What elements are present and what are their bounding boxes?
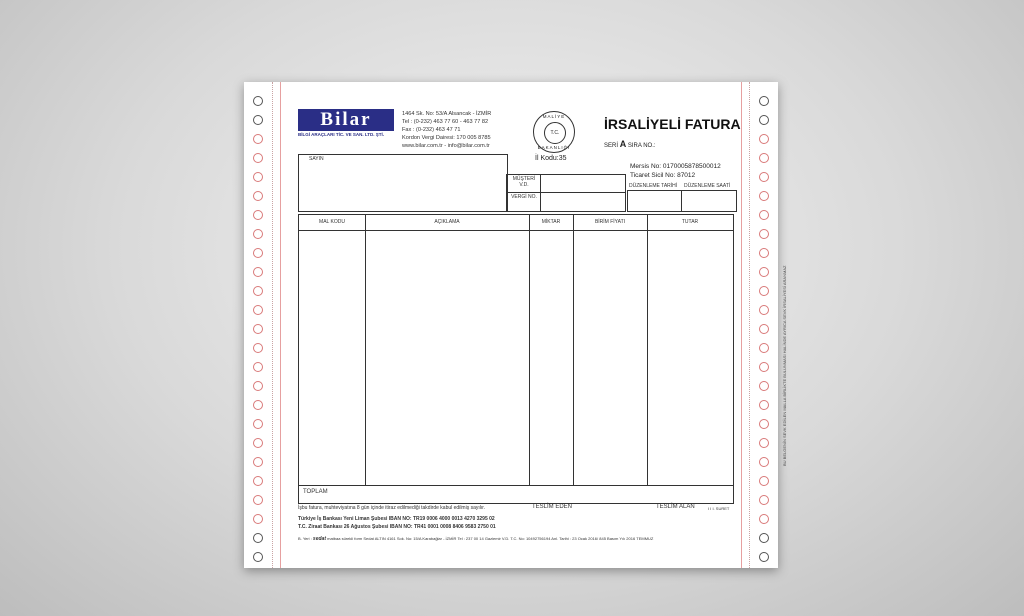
invoice-form	[244, 82, 787, 568]
column-divider	[647, 215, 648, 485]
feed-hole-icon	[253, 191, 263, 201]
feed-hole-icon	[759, 305, 769, 315]
tax-info-box	[506, 174, 626, 212]
trade-registry-number: Ticaret Sicil No: 87012	[630, 172, 696, 179]
logo-text: Bilar	[298, 109, 394, 131]
items-table	[298, 214, 734, 504]
seal-top-text: MALİYE	[542, 114, 566, 119]
feed-hole-icon	[253, 438, 263, 448]
feed-hole-icon	[759, 495, 769, 505]
rivet-icon	[759, 96, 769, 106]
feed-hole-icon	[759, 267, 769, 277]
copy-number: I I I. SURET	[708, 506, 730, 511]
feed-hole-icon	[759, 400, 769, 410]
received-by-label: TESLİM ALAN	[656, 504, 695, 510]
mersis-number: Mersis No: 0170005878500012	[630, 163, 721, 170]
feed-hole-icon	[253, 286, 263, 296]
feed-hole-icon	[759, 419, 769, 429]
feed-hole-icon	[759, 438, 769, 448]
sequence-label: SIRA NO.:	[627, 143, 656, 149]
feed-hole-icon	[253, 229, 263, 239]
column-divider	[529, 215, 530, 485]
right-margin-line	[741, 82, 742, 568]
company-logo	[298, 109, 394, 137]
rivet-icon	[253, 533, 263, 543]
feed-hole-icon	[253, 343, 263, 353]
feed-hole-icon	[759, 191, 769, 201]
feed-hole-icon	[759, 514, 769, 524]
rivet-icon	[759, 552, 769, 562]
column-divider	[365, 215, 366, 485]
feed-hole-icon	[759, 476, 769, 486]
feed-hole-icon	[759, 172, 769, 182]
feed-hole-icon	[253, 267, 263, 277]
column-header-miktar: MİKTAR	[541, 219, 561, 225]
feed-hole-icon	[759, 153, 769, 163]
serial-prefix: SERİ	[604, 143, 619, 149]
column-header-mal-kodu: MAL KODU	[319, 219, 345, 225]
address-line: www.bilar.com.tr - info@bilar.com.tr	[402, 143, 490, 149]
feed-hole-icon	[759, 248, 769, 258]
company-address	[402, 110, 491, 150]
feed-hole-icon	[253, 419, 263, 429]
feed-hole-icon	[759, 210, 769, 220]
column-header-tutar: TUTAR	[681, 219, 699, 225]
feed-hole-icon	[759, 134, 769, 144]
feed-hole-icon	[253, 400, 263, 410]
serial-letter: A	[619, 139, 627, 149]
rivet-icon	[253, 552, 263, 562]
bank-info-1: Türkiye İş Bankası Yeni Liman Şubesi IBAN NO: TR19 0006 4000 0013 4270 3295 02	[298, 516, 495, 522]
column-divider	[573, 215, 574, 485]
feed-hole-icon	[253, 134, 263, 144]
form-body	[296, 106, 787, 548]
feed-hole-icon	[253, 172, 263, 182]
musteri-vd-label: MÜŞTERİ V.D.	[512, 176, 536, 188]
rivet-icon	[253, 96, 263, 106]
feed-hole-icon	[253, 210, 263, 220]
divider	[540, 175, 541, 211]
issue-date-box	[627, 190, 737, 212]
ministry-seal	[533, 111, 575, 153]
bank-info-2: T.C. Ziraat Bankası 26 Ağustos Şubesi IBAN NO: TR41 0001 0008 8406 9583 2750 01	[298, 524, 496, 530]
printer-brand: sedat	[312, 536, 326, 542]
rivet-icon	[759, 533, 769, 543]
feed-hole-icon	[253, 476, 263, 486]
feed-hole-icon	[253, 362, 263, 372]
column-header-aciklama: AÇIKLAMA	[434, 219, 460, 225]
total-label: TOPLAM	[303, 489, 328, 495]
feed-hole-icon	[759, 229, 769, 239]
printer-details: matbaa sürekli form Sedat ALTIN 4161 Sok. No: 15/A Karabağlar - İZMİR Tel : 237 00 14 Gaziemir V.D. T.C. No: 10492756194 Anl. Tarihi : 23 Ocak 2016/ 845 Basım Yılı 2016 TEMMUZ	[327, 536, 654, 541]
sayin-label: SAYIN	[309, 156, 324, 162]
feed-hole-icon	[759, 324, 769, 334]
province-code: İl Kodu:35	[535, 155, 567, 162]
feed-hole-icon	[253, 514, 263, 524]
divider	[507, 192, 625, 193]
side-note: BU BELGENİN SEVK EDİLEN MALLA BİRLİKTE BULUNMASI HALİNDE AYRICA SEVK İRSALİYESİ ARANMAZ	[782, 265, 787, 466]
serial-line	[604, 139, 656, 149]
total-divider	[299, 485, 733, 486]
address-line: Tel : (0-232) 463 77 60 - 463 77 82	[402, 119, 489, 125]
feed-hole-icon	[253, 248, 263, 258]
logo-subtitle: BİLGİ ARAÇLARI TİC. VE SAN. LTD. ŞTİ.	[298, 132, 384, 137]
feed-hole-icon	[759, 286, 769, 296]
printer-prefix: B. Yeri :	[298, 536, 312, 541]
feed-hole-icon	[253, 457, 263, 467]
feed-hole-icon	[253, 305, 263, 315]
feed-hole-icon	[759, 457, 769, 467]
disclaimer: İşbu fatura, muhteviyatına 8 gün içinde itiraz edilmediği takdirde kabul edilmiş sayılır.	[298, 505, 486, 511]
seal-center-text: T.C.	[544, 122, 566, 144]
vergi-no-label: VERGİ NO.	[511, 194, 537, 200]
issue-date-label: DÜZENLEME TARİHİ	[629, 183, 678, 189]
left-margin-line	[280, 82, 281, 568]
document-title: İRSALİYELİ FATURA	[604, 116, 741, 132]
seal-bottom-text: BAKANLIĞI	[537, 145, 571, 150]
divider	[681, 191, 682, 211]
feed-hole-icon	[253, 381, 263, 391]
address-line: 1464 Sk. No: 53/A Alsancak - İZMİR	[402, 111, 492, 117]
feed-hole-icon	[759, 343, 769, 353]
issue-time-label: DÜZENLEME SAATİ	[684, 183, 731, 189]
customer-box[interactable]	[298, 154, 508, 212]
address-line: Fax : (0-232) 463 47 71	[402, 127, 461, 133]
registry-info	[630, 162, 721, 180]
feed-hole-icon	[253, 324, 263, 334]
feed-hole-icon	[253, 153, 263, 163]
rivet-icon	[253, 115, 263, 125]
rivet-icon	[759, 115, 769, 125]
feed-hole-icon	[759, 362, 769, 372]
feed-hole-icon	[253, 495, 263, 505]
column-header-birim-fiyati: BİRİM FİYATI	[594, 219, 626, 225]
address-line: Kordon Vergi Dairesi: 170 005 8785	[402, 135, 491, 141]
left-feed-strip	[244, 82, 273, 568]
right-feed-strip	[749, 82, 778, 568]
feed-hole-icon	[759, 381, 769, 391]
delivered-by-label: TESLİM EDEN	[532, 504, 573, 510]
printer-info	[298, 536, 653, 542]
